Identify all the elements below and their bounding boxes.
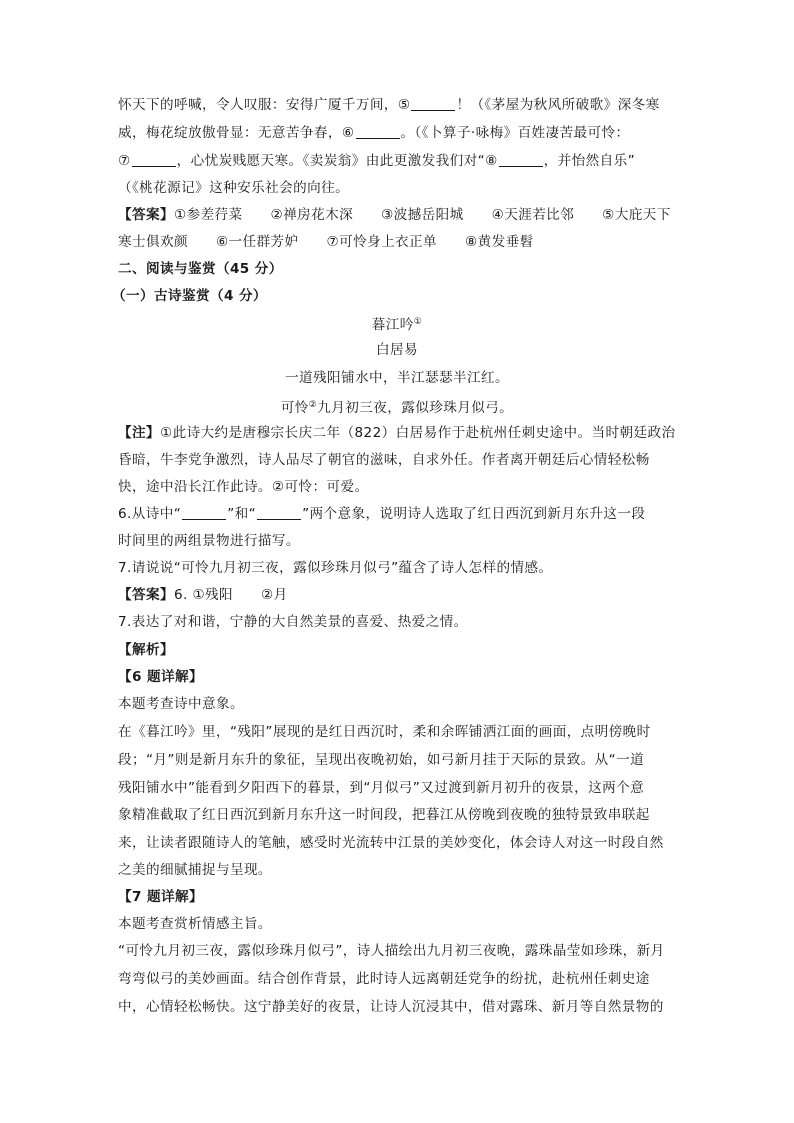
text-span: 。（《卜算子·咏梅》百姓凄苦最可怜： (400, 125, 630, 141)
poem-author: 白居易 (376, 342, 418, 358)
fill-blank (411, 96, 455, 111)
text-span: ”两个意象，说明诗人选取了红日西沉到新月东升这一段 (302, 506, 646, 522)
text-span: ，并怡然自乐” (543, 153, 636, 169)
answer-line (118, 586, 678, 604)
question-6 (118, 505, 678, 523)
text-span: 威，梅花绽放傲骨显：无意苦争春，⑥ (118, 125, 355, 141)
text-line: 本题考查诗中意象。 (118, 696, 244, 712)
text-span: 可怜 (280, 400, 309, 416)
text-span: ，心忧炭贱愿天寒。《卖炭翁》由此更激发我们对“⑧ (176, 153, 498, 169)
text-line: 时间里的两组景物进行描写。 (118, 533, 300, 549)
footnote-marker: ① (413, 317, 423, 327)
text-line: 象精准截取了红日西沉到新月东升这一时间段，把暮江从傍晚到夜晚的独特景致串联起 (118, 807, 650, 823)
analysis-heading: 【解析】 (118, 642, 174, 658)
text-line: 残阳铺水中”能看到夕阳西下的暮景，到“月似弓”又过渡到新月初升的夜景，这两个意 (118, 780, 645, 796)
text-line (118, 96, 678, 114)
poem-line (0, 396, 794, 417)
detail-heading-6: 【6 题详解】 (118, 669, 203, 685)
text-line: 来，让读者跟随诗人的笔触，感受时光流转中江景的美妙变化，体会诗人对这一时段自然 (118, 835, 664, 851)
text-span: ”和“ (227, 506, 257, 522)
question-7: 7.请说说“可怜九月初三夜，露似珍珠月似弓”蕴含了诗人怎样的情感。 (118, 560, 553, 576)
text-span: ①参差荇菜 ②禅房花木深 ③波撼岳阳城 ④天涯若比邻 ⑤大庇天下 (173, 207, 671, 223)
text-line: （《桃花源记》这种安乐社会的向往。 (118, 180, 350, 196)
text-span: 怀天下的呼喊，令人叹服：安得广厦千万间，⑤ (118, 97, 411, 113)
text-span: 6.从诗中“ (118, 506, 182, 522)
text-line: 中，心情轻松畅快。这宁静美好的夜景，让诗人沉浸其中，借对露珠、新月等自然景物的 (118, 999, 664, 1015)
fill-blank (356, 124, 400, 139)
text-line: 在《暮江吟》里，“残阳”展现的是红日西沉时，柔和余晖铺洒江面的画面，点明傍晚时 (118, 724, 651, 740)
answer-label: 【答案】 (118, 207, 174, 223)
answer-line (118, 206, 678, 224)
note-line: 昏暗，牛李党争激烈，诗人品尽了朝官的滋味，自求外任。作者离开朝廷后心情轻松畅 (118, 452, 650, 468)
text-line: 段；“月”则是新月东升的象征，呈现出夜晚初始，如弓新月挂于天际的景致。从“一道 (118, 752, 645, 768)
text-line: 之美的细腻捕捉与呈现。 (118, 862, 272, 878)
text-span: ①此诗大约是唐穆宗长庆二年（822）白居易作于赴杭州任刺史途中。当时朝廷政治 (159, 425, 676, 441)
text-line: 本题考查赏析情感主旨。 (118, 916, 272, 932)
fill-blank (182, 505, 226, 520)
text-line (118, 152, 678, 170)
footnote-marker: ② (308, 400, 318, 410)
text-span: 6. ①残阳 ②月 (173, 587, 288, 603)
text-span: 九月初三夜，露似珍珠月似弓。 (317, 400, 514, 416)
answer-label: 【答案】 (118, 587, 174, 603)
poem-title-text: 暮江吟 (371, 317, 414, 333)
note-line (118, 424, 678, 442)
text-line: “可怜九月初三夜，露似珍珠月似弓”，诗人描绘出九月初三夜晚，露珠晶莹如珍珠，新月 (118, 943, 665, 959)
poem-title (0, 313, 794, 334)
text-line: 弯弯似弓的美妙画面。结合创作背景，此时诗人远离朝廷党争的纷扰，赴杭州任刺史途 (118, 971, 650, 987)
text-span: ！（《茅屋为秋风所破歌》深冬寒 (456, 97, 660, 113)
answer-line: 7.表达了对和谐，宁静的大自然美景的喜爱、热爱之情。 (118, 614, 468, 630)
note-line: 快，途中沿长江作此诗。②可怜：可爱。 (118, 479, 369, 495)
poem-line: 一道残阳铺水中，半江瑟瑟半江红。 (285, 370, 509, 386)
fill-blank (257, 505, 301, 520)
note-label: 【注】 (118, 425, 160, 441)
fill-blank (499, 152, 543, 167)
text-span: ⑦ (118, 153, 131, 169)
text-line (118, 124, 678, 142)
fill-blank (132, 152, 176, 167)
text-line: 寒士俱欢颜 ⑥一任群芳妒 ⑦可怜身上衣正单 ⑧黄发垂髫 (118, 234, 534, 250)
detail-heading-7: 【7 题详解】 (118, 889, 203, 905)
section-heading: 二、阅读与鉴赏（45 分） (118, 261, 283, 277)
subsection-heading: （一）古诗鉴赏（4 分） (112, 288, 267, 304)
